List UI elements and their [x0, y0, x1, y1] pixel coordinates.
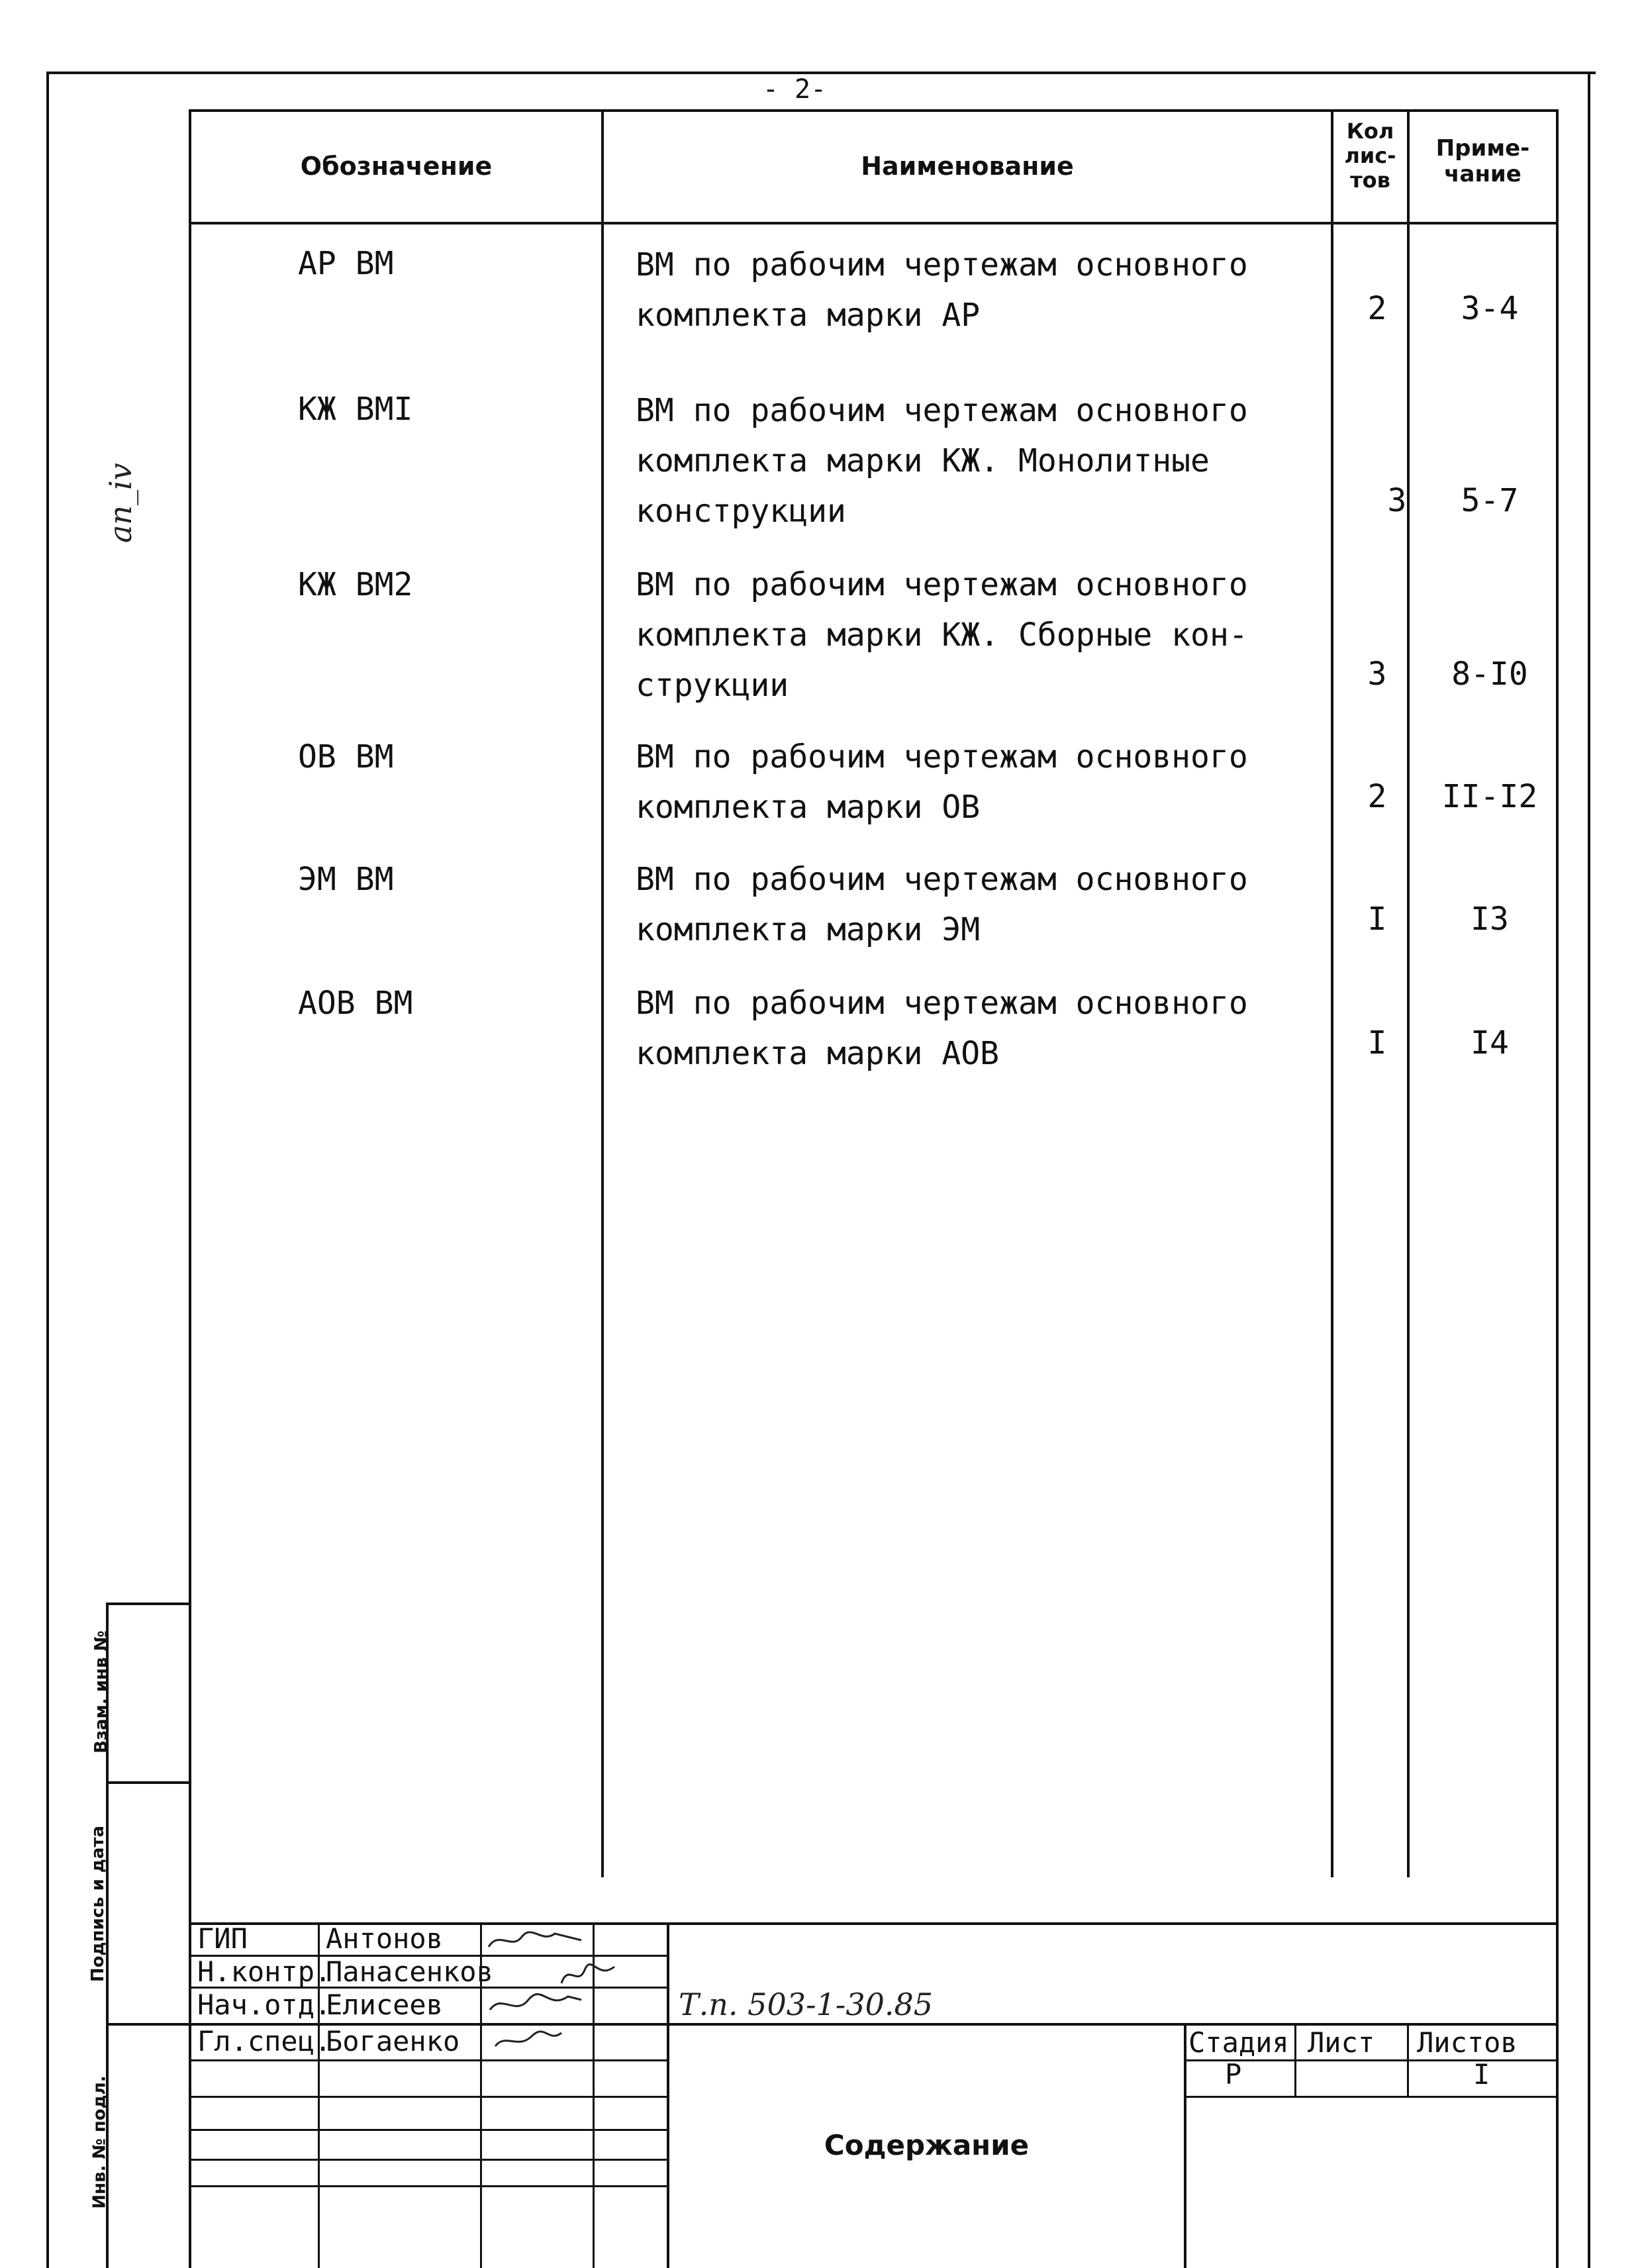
stage-box-row2	[1184, 2096, 1556, 2098]
signature-4	[495, 2032, 561, 2046]
tb-surname-1: Антонов	[326, 1922, 444, 1955]
tb-row-7	[191, 2159, 668, 2161]
header-qty	[1333, 119, 1407, 192]
tb-surname-3: Елисеев	[326, 1989, 444, 2021]
row-5-code: ЭМ ВМ	[298, 861, 394, 898]
row-1-name: ВМ по рабочим чертежам основного комплекта марки АР	[636, 246, 1248, 334]
inner-left	[189, 109, 191, 2268]
header-note-line1: Приме-	[1435, 135, 1530, 162]
row-3-code: КЖ ВМ2	[298, 566, 413, 603]
tb-surname-2: Панасенков	[326, 1955, 493, 1988]
tb-surname-4: Богаенко	[326, 2025, 460, 2057]
stage-value: Р	[1225, 2058, 1242, 2091]
header-name: Наименование	[861, 152, 1074, 181]
side-line-3	[106, 2023, 189, 2026]
row-2-note: 5-7	[1461, 482, 1519, 519]
tb-role-1: ГИП	[197, 1922, 248, 1955]
sheet-label: Лист	[1308, 2026, 1375, 2059]
row-2-code: КЖ ВМI	[298, 391, 413, 428]
row-4-qty: 2	[1367, 778, 1387, 815]
sheets-label: Листов	[1417, 2026, 1518, 2059]
header-note-line2: чание	[1444, 161, 1521, 188]
row-4-code: ОВ ВМ	[298, 738, 394, 775]
col-divider-3	[1407, 109, 1410, 1877]
tb-role-4: Гл.спец.	[197, 2025, 332, 2057]
table-top-line	[189, 109, 1559, 112]
col-divider-1	[601, 109, 604, 1877]
signature-3	[490, 1994, 581, 2010]
row-3-name: ВМ по рабочим чертежам основного комплекта марки КЖ. Сборные кон- струкции	[636, 566, 1248, 704]
row-3-note: 8-I0	[1451, 656, 1528, 693]
row-5-name: ВМ по рабочим чертежам основного комплекта марки ЭМ	[636, 861, 1248, 948]
tb-row-8	[191, 2185, 668, 2187]
tb-row-4	[191, 2059, 668, 2061]
header-qty-line1: Кол	[1346, 119, 1394, 144]
page-number: - 2-	[762, 74, 827, 105]
row-4-note: II-I2	[1441, 778, 1538, 815]
row-1-code: АР ВМ	[298, 245, 394, 282]
row-1-note: 3-4	[1461, 290, 1519, 327]
row-6-qty: I	[1367, 1024, 1387, 1061]
tb-role-3: Нач.отд.	[197, 1989, 332, 2021]
signature-1	[489, 1932, 581, 1947]
document-title: Содержание	[824, 2129, 1030, 2161]
row-6-code: АОВ ВМ	[298, 985, 413, 1022]
header-note	[1410, 136, 1556, 187]
row-1-qty: 2	[1367, 290, 1387, 327]
signature-2	[561, 1964, 614, 1983]
stage-label: Стадия	[1188, 2026, 1289, 2059]
row-5-note: I3	[1471, 901, 1509, 938]
header-designation: Обозначение	[300, 152, 493, 181]
side-label-inv-orig: Инв. № подл.	[89, 2075, 110, 2209]
signature-scribbles	[482, 1924, 667, 2056]
header-qty-line3: тов	[1350, 167, 1390, 193]
row-5-qty: I	[1367, 901, 1387, 938]
frame-left	[46, 72, 49, 2268]
row-6-note: I4	[1471, 1024, 1509, 1061]
margin-handwritten-note: an_iv	[103, 463, 138, 543]
sheets-value: I	[1473, 2058, 1490, 2091]
frame-right	[1588, 72, 1590, 2268]
side-top-line	[106, 1602, 189, 1605]
col-divider-2	[1331, 109, 1333, 1877]
side-label-vzam: Взам. инв №	[91, 1630, 111, 1753]
row-6-name: ВМ по рабочим чертежам основного комплекта марки АОВ	[636, 985, 1248, 1072]
tb-role-2: Н.контр.	[197, 1955, 332, 1988]
row-4-name: ВМ по рабочим чертежам основного комплекта марки ОВ	[636, 738, 1248, 826]
header-qty-line2: лис-	[1344, 142, 1396, 168]
document-code: Т.п. 503-1-30.85	[679, 1987, 934, 2022]
row-3-qty: 3	[1367, 656, 1387, 693]
tb-row-6	[191, 2129, 668, 2131]
tb-row-5	[191, 2096, 668, 2098]
inner-right	[1556, 109, 1559, 2268]
side-line-2	[106, 1781, 189, 1784]
row-2-name: ВМ по рабочим чертежам основного комплекта марки КЖ. Монолитные конструкции	[636, 392, 1248, 530]
row-2-qty: 3	[1387, 482, 1407, 519]
header-bottom-line	[189, 222, 1559, 224]
side-label-sign-date: Подпись и дата	[88, 1825, 109, 1983]
